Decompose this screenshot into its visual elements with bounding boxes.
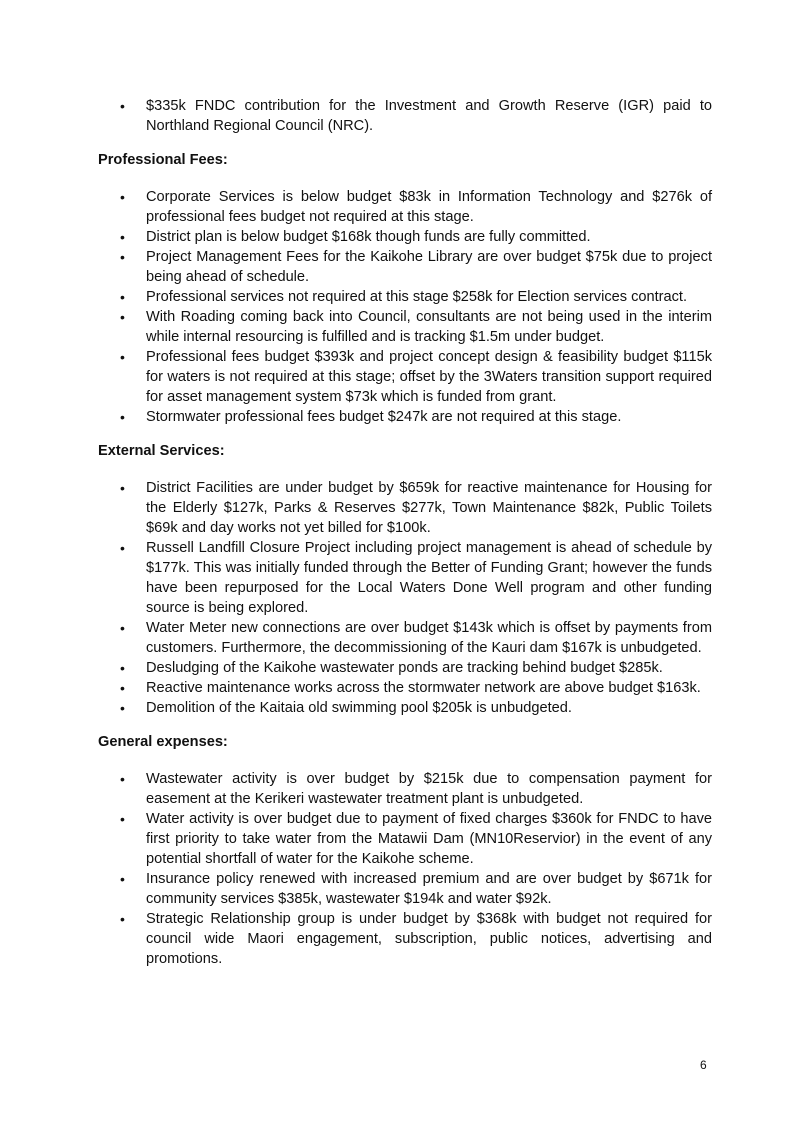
bullet-icon: •	[120, 680, 125, 696]
list-item	[98, 287, 712, 307]
list-item	[98, 478, 712, 538]
bullet-icon: •	[120, 189, 125, 205]
bullet-icon: •	[120, 811, 125, 827]
list-item	[98, 538, 712, 618]
list-item-text: Insurance policy renewed with increased premium and are over budget by $671k for community services $385k, wastewater $194k and water $92k.	[146, 871, 712, 907]
list-item-text: Wastewater activity is over budget by $215k due to compensation payment for easement at the Kerikeri wastewater treatment plant is unbudgeted.	[146, 771, 712, 807]
list-item	[98, 678, 712, 698]
list-item-text: Professional services not required at this stage $258k for Election services contract.	[146, 289, 688, 305]
list-item	[98, 347, 712, 407]
list-item-text: District plan is below budget $168k though funds are fully committed.	[146, 229, 591, 245]
list-item	[98, 96, 712, 136]
bullet-icon: •	[120, 700, 125, 716]
page-content	[98, 96, 712, 969]
list-item	[98, 869, 712, 909]
bullet-icon: •	[120, 871, 125, 887]
list-item	[98, 187, 712, 227]
professional-fees-list	[98, 187, 712, 427]
list-item-text: Reactive maintenance works across the stormwater network are above budget $163k.	[146, 680, 701, 696]
bullet-icon: •	[120, 620, 125, 636]
page-number: 6	[700, 1058, 707, 1072]
list-item-text: Professional fees budget $393k and project concept design & feasibility budget $115k for waters is not required at this stage; offset by the 3Waters transition support required for asset management system $73k which is funded from grant.	[146, 349, 712, 405]
section-heading-general-expenses: General expenses:	[98, 734, 228, 750]
list-item-text: Demolition of the Kaitaia old swimming pool $205k is unbudgeted.	[146, 700, 572, 716]
bullet-icon: •	[120, 349, 125, 365]
section-heading-external-services: External Services:	[98, 443, 225, 459]
list-item	[98, 407, 712, 427]
list-item-text: Water activity is over budget due to payment of fixed charges $360k for FNDC to have first priority to take water from the Matawii Dam (MN10Reservior) in the event of any potential shortfall of water for the Kaikohe scheme.	[146, 811, 712, 867]
list-item-text: With Roading coming back into Council, consultants are not being used in the interim while internal resourcing is fulfilled and is tracking $1.5m under budget.	[146, 309, 712, 345]
external-services-list	[98, 478, 712, 718]
list-item	[98, 809, 712, 869]
bullet-icon: •	[120, 309, 125, 325]
list-item	[98, 658, 712, 678]
bullet-icon: •	[120, 229, 125, 245]
bullet-icon: •	[120, 540, 125, 556]
list-item-text: Corporate Services is below budget $83k in Information Technology and $276k of professional fees budget not required at this stage.	[146, 189, 712, 225]
list-item-text: Russell Landfill Closure Project including project management is ahead of schedule by $177k. This was initially funded through the Better of Funding Grant; however the funds have been repurposed for the Local Waters Done Well program and other funding source is being explored.	[146, 540, 712, 616]
bullet-icon: •	[120, 480, 125, 496]
list-item-text: Project Management Fees for the Kaikohe Library are over budget $75k due to project being ahead of schedule.	[146, 249, 712, 285]
list-item-text: Desludging of the Kaikohe wastewater ponds are tracking behind budget $285k.	[146, 660, 663, 676]
list-item	[98, 769, 712, 809]
bullet-icon: •	[120, 249, 125, 265]
intro-list	[98, 96, 712, 136]
list-item	[98, 307, 712, 347]
list-item	[98, 247, 712, 287]
list-item	[98, 618, 712, 658]
bullet-icon: •	[120, 660, 125, 676]
list-item-text: District Facilities are under budget by $659k for reactive maintenance for Housing for the Elderly $127k, Parks & Reserves $277k, Town Maintenance $82k, Public Toilets $69k and day works not yet billed for $100k.	[146, 480, 712, 536]
list-item-text: Strategic Relationship group is under budget by $368k with budget not required for council wide Maori engagement, subscription, public notices, advertising and promotions.	[146, 911, 712, 967]
list-item	[98, 698, 712, 718]
bullet-icon: •	[120, 911, 125, 927]
list-item	[98, 227, 712, 247]
general-expenses-list	[98, 769, 712, 969]
section-heading-professional-fees: Professional Fees:	[98, 152, 228, 168]
bullet-icon: •	[120, 289, 125, 305]
list-item-text: $335k FNDC contribution for the Investment and Growth Reserve (IGR) paid to Northland Regional Council (NRC).	[146, 98, 712, 134]
bullet-icon: •	[120, 771, 125, 787]
bullet-icon: •	[120, 98, 125, 114]
list-item	[98, 909, 712, 969]
list-item-text: Water Meter new connections are over budget $143k which is offset by payments from customers. Furthermore, the decommissioning of the Kauri dam $167k is unbudgeted.	[146, 620, 712, 656]
bullet-icon: •	[120, 409, 125, 425]
list-item-text: Stormwater professional fees budget $247k are not required at this stage.	[146, 409, 622, 425]
